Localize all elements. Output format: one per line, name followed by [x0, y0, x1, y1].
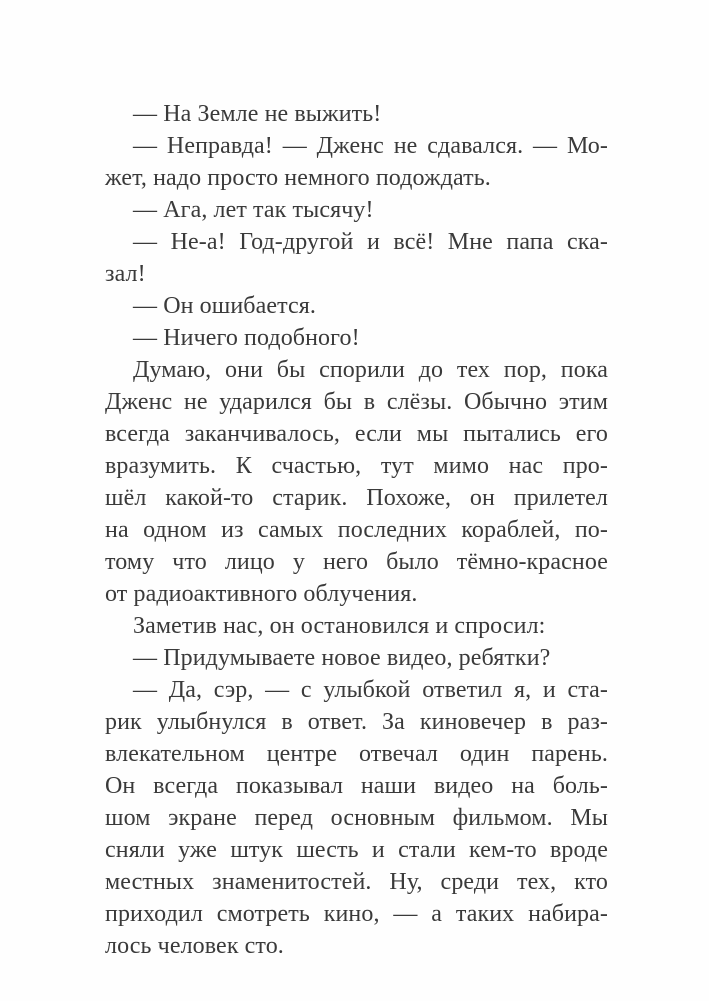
text-line: — Неправда! — Дженс не сдавался. — Мо-	[133, 133, 608, 159]
text-line: — Ага, лет так тысячу!	[133, 197, 374, 223]
text-line: — Он ошибается.	[133, 293, 316, 319]
text-block	[105, 98, 608, 962]
text-line: тому что лицо у него было тёмно-красное	[105, 549, 608, 575]
text-line: — На Земле не выжить!	[133, 101, 382, 127]
text-line: лось человек сто.	[105, 933, 284, 959]
text-line: вразумить. К счастью, тут мимо нас про-	[105, 453, 608, 479]
text-line: зал!	[105, 261, 146, 287]
text-line: местных знаменитостей. Ну, среди тех, кто	[105, 869, 608, 895]
text-line: всегда заканчивалось, если мы пытались его	[105, 421, 608, 447]
text-line: Он всегда показывал наши видео на боль-	[105, 773, 608, 799]
text-line: влекательном центре отвечал один парень.	[105, 741, 608, 767]
text-line: Дженс не ударился бы в слёзы. Обычно этим	[105, 389, 608, 415]
text-line: — Не-а! Год-другой и всё! Мне папа ска-	[133, 229, 608, 255]
text-line: сняли уже штук шесть и стали кем-то вроде	[105, 837, 608, 863]
text-line: жет, надо просто немного подождать.	[105, 165, 491, 191]
text-line: приходил смотреть кино, — а таких набира-	[105, 901, 608, 927]
text-line: от радиоактивного облучения.	[105, 581, 418, 607]
text-line: — Ничего подобного!	[133, 325, 360, 351]
text-line: рик улыбнулся в ответ. За киновечер в раз-	[105, 709, 608, 735]
text-line: шом экране перед основным фильмом. Мы	[105, 805, 608, 831]
text-line: Думаю, они бы спорили до тех пор, пока	[133, 357, 608, 383]
text-line: шёл какой-то старик. Похоже, он прилетел	[105, 485, 608, 511]
text-line: — Да, сэр, — с улыбкой ответил я, и ста-	[133, 677, 608, 703]
text-line: на одном из самых последних кораблей, по-	[105, 517, 608, 543]
text-line: — Придумываете новое видео, ребятки?	[133, 645, 551, 671]
text-line: Заметив нас, он остановился и спросил:	[133, 613, 546, 639]
